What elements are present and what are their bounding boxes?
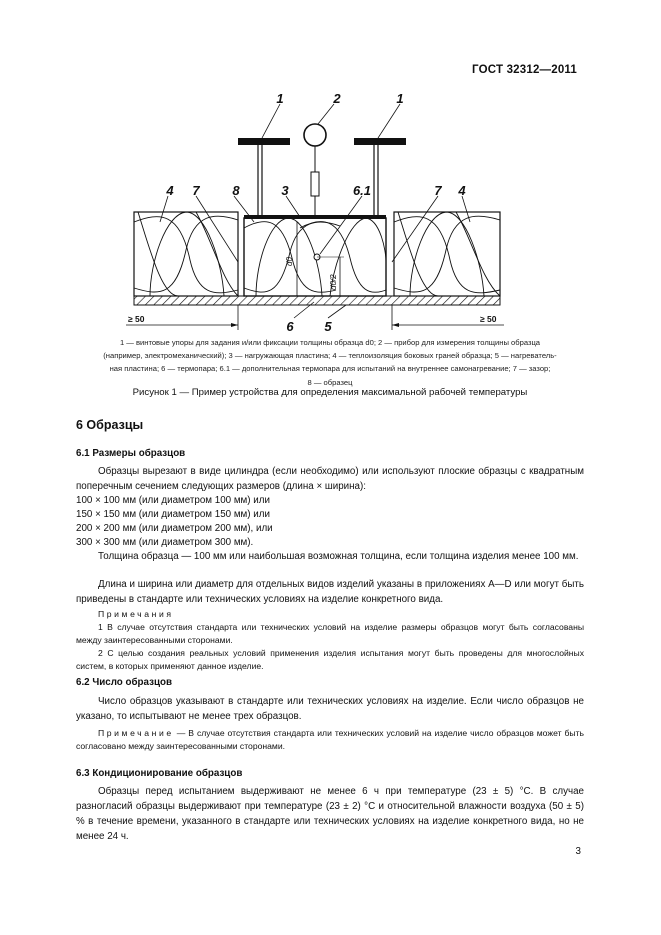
dim-right: ≥ 50 <box>480 314 497 324</box>
label-heater: 5 <box>324 319 332 334</box>
sample <box>244 218 386 296</box>
d0-label: d0 <box>285 257 294 266</box>
s62-note <box>76 727 584 753</box>
legend-line-4: 8 — образец <box>307 377 353 387</box>
label-insul-left: 4 <box>166 183 174 198</box>
insulation-right <box>394 212 500 296</box>
screw-stop-left <box>238 138 290 215</box>
size-3: 200 × 200 мм (или диаметром 200 мм), или <box>76 523 273 534</box>
figure-legend <box>76 336 584 389</box>
section-6-1-title: 6.1 Размеры образцов <box>76 448 186 459</box>
heater-plate <box>134 296 500 305</box>
label-gauge: 2 <box>333 91 341 106</box>
label-screw-left: 1 <box>276 91 284 106</box>
load-plate <box>244 215 386 219</box>
section-6-3-title: 6.3 Кондиционирование образцов <box>76 768 243 779</box>
label-temp-right: 7 <box>434 183 442 198</box>
label-insul-right: 4 <box>458 183 466 198</box>
s61-paragraph-1: Образцы вырезают в виде цилиндра (если необходимо) или используют плоские образцы с квадратным поперечным сечением следующих размеров (длина × ширина): <box>76 466 584 492</box>
s62-paragraph-1: Число образцов указывают в стандарте или технических условиях на изделие. Если число образцов не указано, то испытывают не менее трех образцов. <box>76 696 584 722</box>
size-4: 300 × 300 мм (или диаметром 300 мм). <box>76 537 254 548</box>
thickness-gauge <box>304 124 326 215</box>
note-1: 1 В случае отсутствия стандарта или технических условий на изделие размеры образцов могут быть согласованы между заинтересованными сторонами. <box>76 622 584 645</box>
label-sample: 8 <box>232 183 240 198</box>
s61-paragraph-2: Толщина образца — 100 мм или наибольшая возможная толщина, если толщина изделия менее 100 мм. <box>98 551 579 562</box>
screw-stop-right <box>354 138 406 215</box>
document-header: ГОСТ 32312—2011 <box>472 64 577 76</box>
size-2: 150 × 150 мм (или диаметром 150 мм) или <box>76 509 270 520</box>
label-screw-right: 1 <box>396 91 404 106</box>
label-thermo: 6.1 <box>352 183 372 198</box>
d0-half-label: d0/2 <box>329 274 338 290</box>
s62-note-text: — В случае отсутствия стандарта или технических условий на изделие число образцов может быть согласовано между заинтересованными сторонами. <box>76 728 584 751</box>
page-number: 3 <box>575 846 581 857</box>
notes-title: Примечания <box>98 609 174 619</box>
legend-line-3: ная пластина; 6 — термопара; 6.1 — дополнительная термопара для испытаний на внутреннее самонагревание; 7 — зазор; <box>109 364 551 374</box>
legend-line-1: 1 — винтовые упоры для задания и/или фиксации толщины образца d0; 2 — прибор для измерения толщины образца <box>119 338 541 347</box>
note-2: 2 С целью создания реальных условий применения изделия испытания могут быть проведены для многослойных систем, в которых применяют данное изделие. <box>76 648 584 671</box>
s62-note-label: Примечание <box>98 728 174 738</box>
s63-paragraph-1: Образцы перед испытанием выдерживают не менее 6 ч при температуре (23 ± 5) °С. В случае разногласий образцы выдерживают при температуре (23 ± 2) °С и относительной влажности воздуха (50 ± 5) % в течение времени, указанного в стандарте или технических условиях на изделие конкретного вида, но не менее 24 ч. <box>76 786 584 842</box>
size-1: 100 × 100 мм (или диаметром 100 мм) или <box>76 495 270 506</box>
legend-line-2: (например, электромеханический); 3 — нагружающая пластина; 4 — теплоизоляция боковых граней образца; 5 — нагреватель- <box>103 351 557 361</box>
section-6-title: 6 Образцы <box>76 418 144 432</box>
dim-left: ≥ 50 <box>128 314 145 324</box>
section-6-2-title: 6.2 Число образцов <box>76 677 172 688</box>
insulation-left <box>134 212 238 296</box>
figure-caption: Рисунок 1 — Пример устройства для определения максимальной рабочей температуры <box>132 387 528 398</box>
label-temp-left: 7 <box>192 183 200 198</box>
s61-paragraph-3: Длина и ширина или диаметр для отдельных видов изделий указаны в приложениях А—D или могут быть приведены в стандарте или технических условиях на изделие конкретного вида. <box>76 579 584 605</box>
thermocouple-6-1 <box>314 254 320 260</box>
label-heater-thermo: 6 <box>286 319 294 334</box>
label-plate: 3 <box>281 183 289 198</box>
